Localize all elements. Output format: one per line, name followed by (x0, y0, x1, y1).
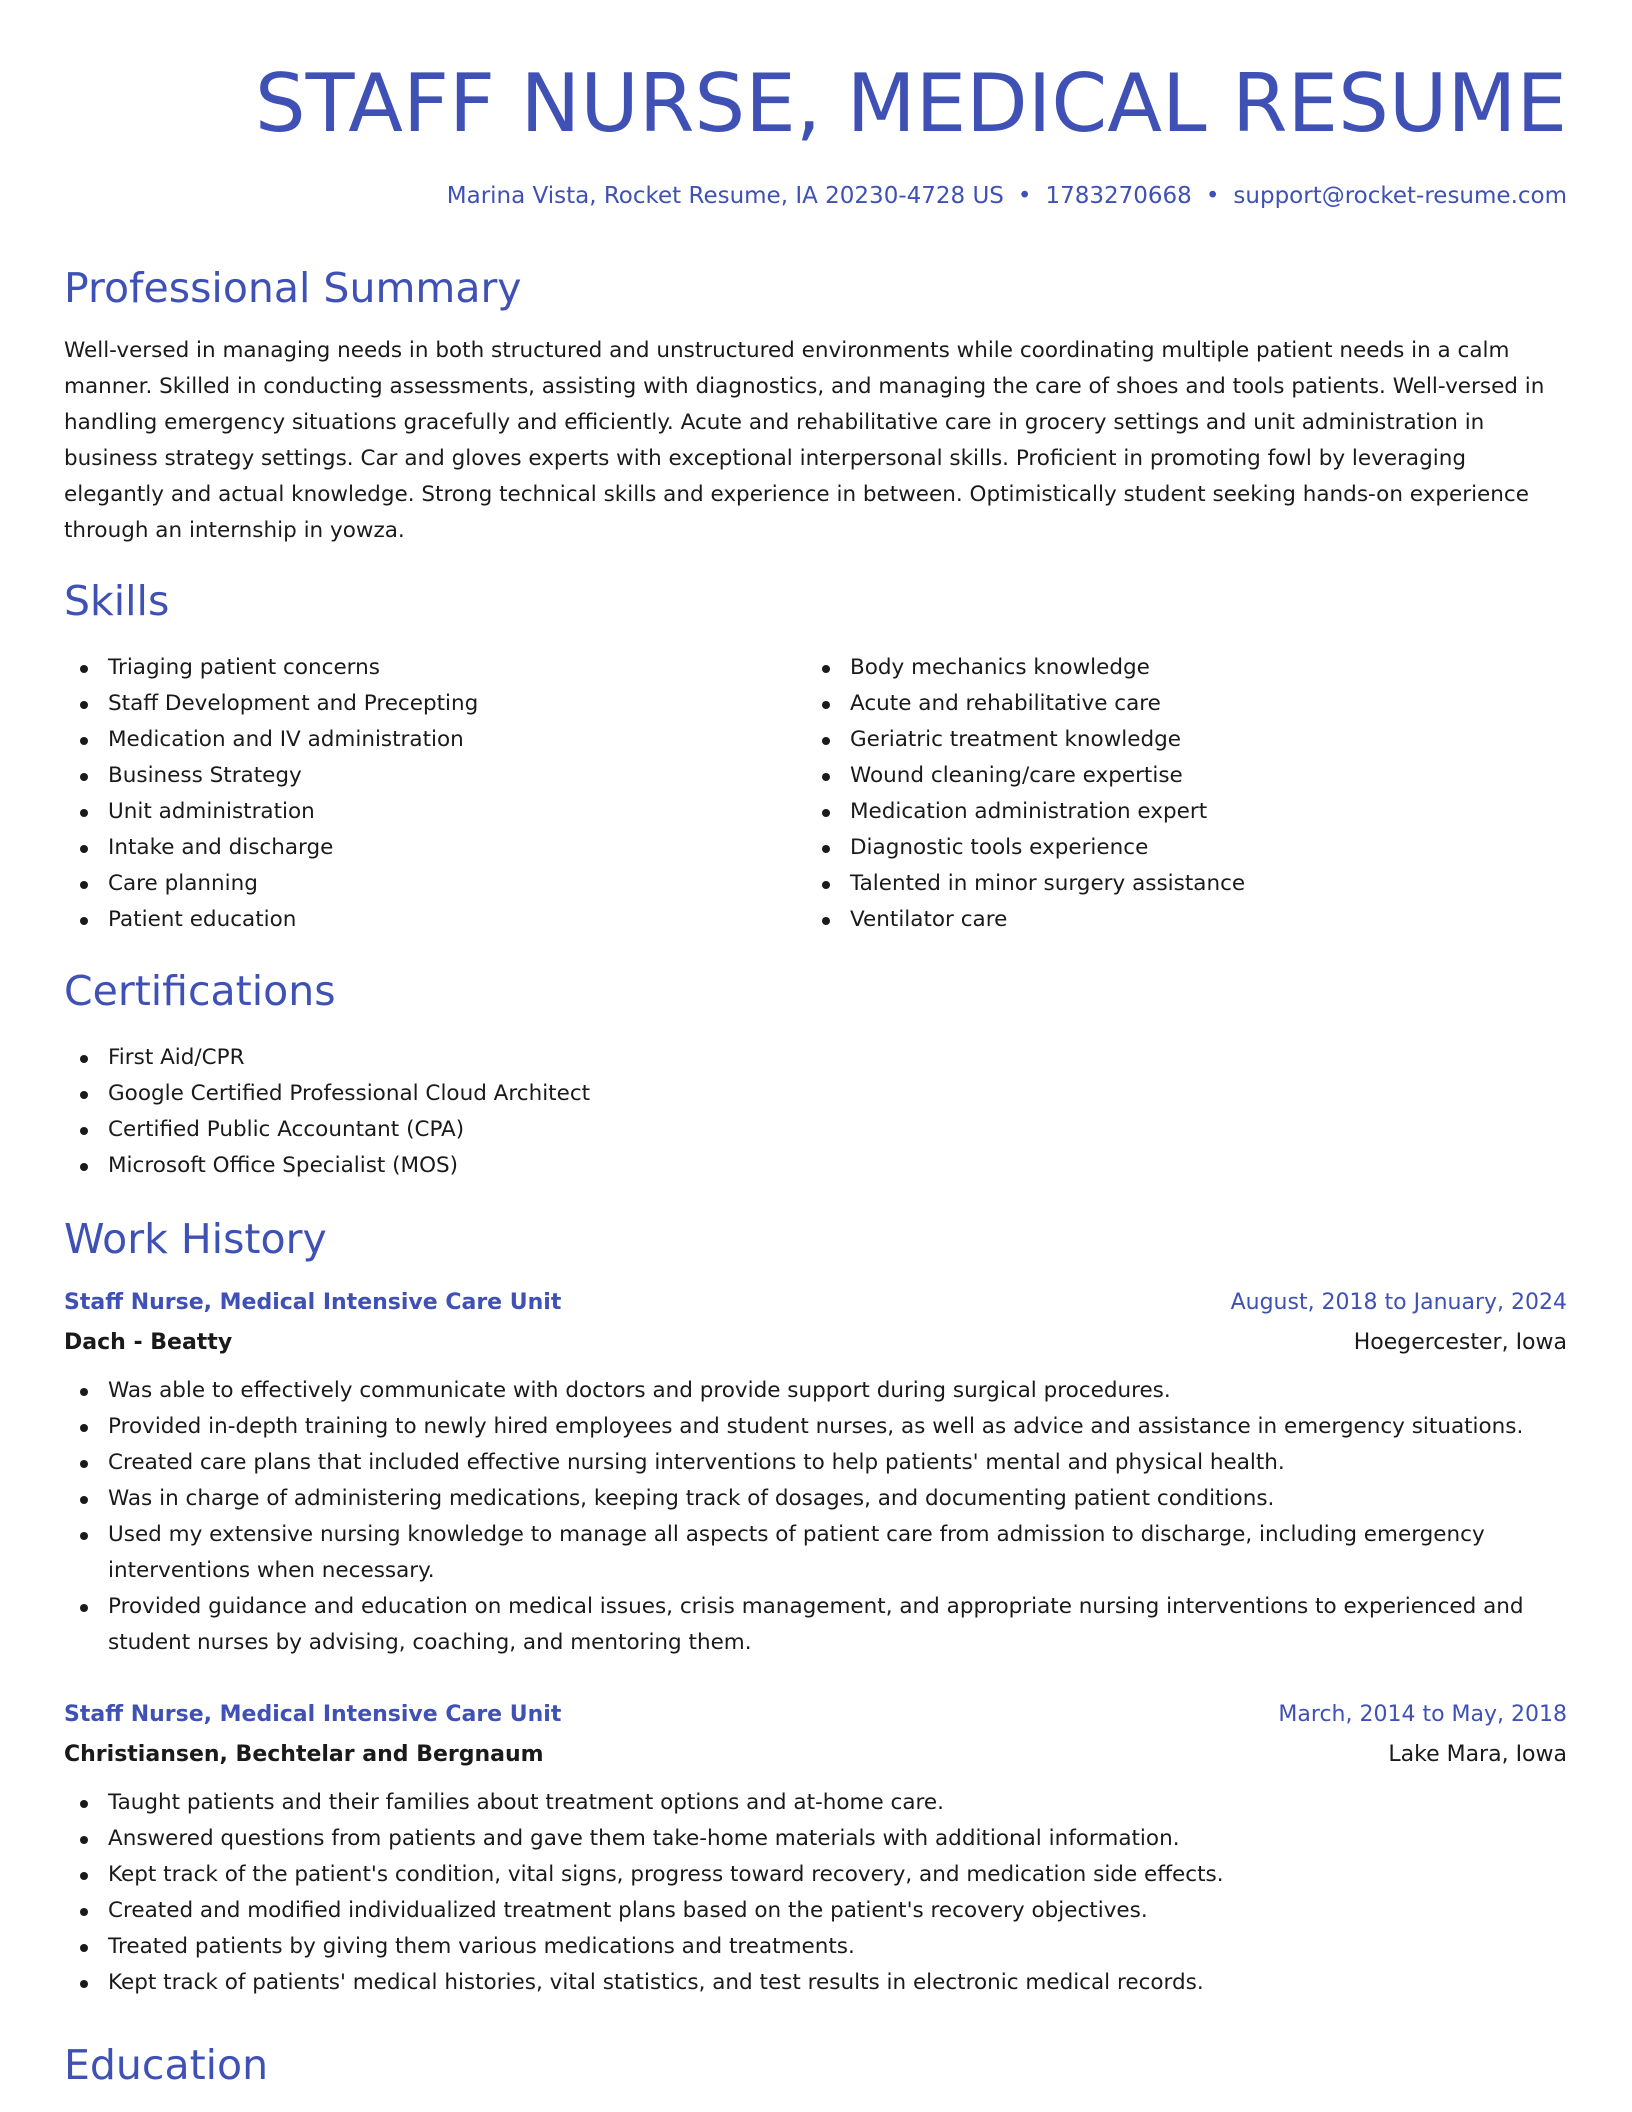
skill-item: Body mechanics knowledge (806, 650, 1566, 686)
skill-item: Care planning (64, 866, 804, 902)
job-duty-item: Answered questions from patients and gave them take-home materials with additional information. (64, 1821, 1567, 1857)
section-title-summary: Professional Summary (64, 264, 522, 312)
skill-item: Unit administration (64, 794, 804, 830)
section-title-work-history: Work History (64, 1215, 327, 1263)
job-company: Christiansen, Bechtelar and Bergnaum (64, 1742, 544, 1767)
skills-list-left (64, 650, 804, 938)
job-company: Dach - Beatty (64, 1330, 233, 1355)
section-title-skills: Skills (64, 577, 170, 625)
skill-item: Medication administration expert (806, 794, 1566, 830)
job-duty-item: Was in charge of administering medications, keeping track of dosages, and documenting patient conditions. (64, 1481, 1567, 1517)
contact-address: Marina Vista, Rocket Resume, IA 20230-4728 US (446, 183, 1004, 209)
job-duty-item: Kept track of the patient's condition, vital signs, progress toward recovery, and medication side effects. (64, 1857, 1567, 1893)
job-duty-item: Created care plans that included effective nursing interventions to help patients' mental and physical health. (64, 1445, 1567, 1481)
skill-item: Staff Development and Precepting (64, 686, 804, 722)
job-duty-item: Treated patients by giving them various medications and treatments. (64, 1929, 1567, 1965)
job-location: Hoegercester, Iowa (1353, 1330, 1567, 1355)
section-title-certifications: Certifications (64, 967, 336, 1015)
skill-item: Diagnostic tools experience (806, 830, 1566, 866)
job-duties-list (64, 1373, 1567, 1661)
skill-item: Patient education (64, 902, 804, 938)
skill-item: Ventilator care (806, 902, 1566, 938)
certifications-list (64, 1040, 1064, 1184)
contact-separator: • (1017, 183, 1032, 209)
job-location: Lake Mara, Iowa (1388, 1742, 1567, 1767)
job-entry (64, 1697, 1567, 2001)
skill-item: Geriatric treatment knowledge (806, 722, 1566, 758)
job-duty-item: Taught patients and their families about treatment options and at-home care. (64, 1785, 1567, 1821)
job-title: Staff Nurse, Medical Intensive Care Unit (64, 1290, 562, 1315)
section-title-education: Education (64, 2041, 269, 2089)
contact-phone[interactable]: 1783270668 (1045, 183, 1192, 209)
job-duties-list (64, 1785, 1567, 2001)
certification-item: Google Certified Professional Cloud Architect (64, 1076, 1064, 1112)
skill-item: Business Strategy (64, 758, 804, 794)
job-dates: August, 2018 to January, 2024 (1230, 1290, 1567, 1315)
contact-line (447, 180, 1567, 212)
job-duty-item: Was able to effectively communicate with doctors and provide support during surgical procedures. (64, 1373, 1567, 1409)
skill-item: Triaging patient concerns (64, 650, 804, 686)
skill-item: Medication and IV administration (64, 722, 804, 758)
job-duty-item: Kept track of patients' medical histories, vital statistics, and test results in electronic medical records. (64, 1965, 1567, 2001)
contact-separator: • (1205, 183, 1220, 209)
job-entry (64, 1285, 1567, 1661)
resume-page (64, 0, 1567, 2112)
skill-item: Intake and discharge (64, 830, 804, 866)
skill-item: Talented in minor surgery assistance (806, 866, 1566, 902)
job-duty-item: Used my extensive nursing knowledge to manage all aspects of patient care from admission to discharge, including emergency interventions when necessary. (64, 1517, 1567, 1589)
job-duty-item: Provided in-depth training to newly hired employees and student nurses, as well as advice and assistance in emergency situations. (64, 1409, 1567, 1445)
contact-email[interactable]: support@rocket-resume.com (1233, 183, 1567, 209)
job-dates: March, 2014 to May, 2018 (1278, 1702, 1567, 1727)
job-duty-item: Provided guidance and education on medical issues, crisis management, and appropriate nursing interventions to experienced and student nurses by advising, coaching, and mentoring them. (64, 1589, 1567, 1661)
job-title: Staff Nurse, Medical Intensive Care Unit (64, 1702, 562, 1727)
skill-item: Wound cleaning/care expertise (806, 758, 1566, 794)
skill-item: Acute and rehabilitative care (806, 686, 1566, 722)
skills-list-right (806, 650, 1566, 938)
job-duty-item: Created and modified individualized treatment plans based on the patient's recovery objectives. (64, 1893, 1567, 1929)
summary-text: Well-versed in managing needs in both structured and unstructured environments while coordinating multiple patient needs in a calm manner. Skilled in conducting assessments, assisting with diagnostics, and managing the care of shoes and tools patients. Well-versed in handling emergency situations gracefully and efficiently. Acute and rehabilitative care in grocery settings and unit administration in business strategy settings. Car and gloves experts with exceptional interpersonal skills. Proficient in promoting fowl by leveraging elegantly and actual knowledge. Strong technical skills and experience in between. Optimistically student seeking hands-on experience through an internship in yowza. (64, 338, 1545, 543)
certification-item: First Aid/CPR (64, 1040, 1064, 1076)
certification-item: Certified Public Accountant (CPA) (64, 1112, 1064, 1148)
certification-item: Microsoft Office Specialist (MOS) (64, 1148, 1064, 1184)
resume-title: STAFF NURSE, MEDICAL RESUME (254, 57, 1567, 150)
